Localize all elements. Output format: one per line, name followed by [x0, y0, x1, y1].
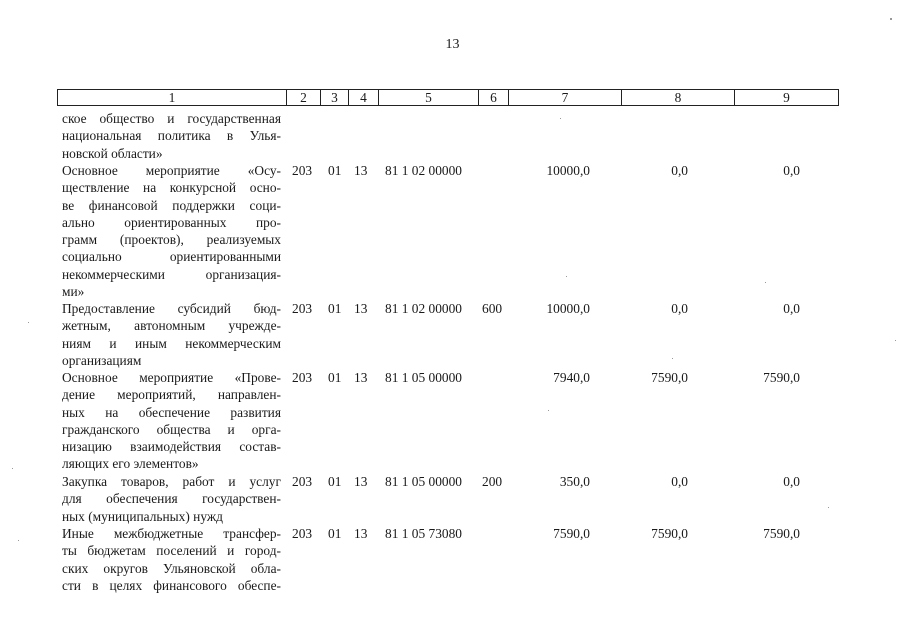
col-2-value: 203	[292, 526, 313, 541]
col-7-value: 10000,0	[546, 163, 590, 178]
scan-speck	[18, 540, 19, 541]
row-name-line: национальная политика в Улья-	[62, 128, 281, 144]
row-name-line: сти в целях финансового обеспе-	[62, 577, 281, 593]
scan-speck	[828, 507, 829, 508]
col-8-value: 0,0	[671, 474, 688, 489]
col-8-value: 0,0	[671, 301, 688, 316]
scan-speck	[28, 322, 29, 323]
row-name-line: ты бюджетам поселений и город-	[62, 543, 281, 559]
row-name-line: жетным, автономным учрежде-	[62, 318, 281, 334]
col-9-value: 7590,0	[763, 526, 800, 541]
col-3-value: 01	[328, 370, 342, 385]
col-4-value: 13	[354, 526, 368, 541]
col-7-value: 7940,0	[553, 370, 590, 385]
scan-speck	[560, 118, 561, 119]
row-name-line: ных (муниципальных) нужд	[62, 508, 223, 524]
scan-speck	[765, 282, 766, 283]
col-5-value: 81 1 02 00000	[385, 301, 462, 316]
col-2-value: 203	[292, 370, 313, 385]
col-3-value: 01	[328, 301, 342, 316]
col-3-value: 01	[328, 474, 342, 489]
row-name-line: низацию взаимодействия состав-	[62, 439, 281, 455]
col-7-value: 350,0	[559, 474, 590, 489]
col-5-value: 81 1 05 00000	[385, 370, 462, 385]
col-5-value: 81 1 02 00000	[385, 163, 462, 178]
scan-speck	[566, 276, 567, 277]
header-col-8: 8	[621, 90, 734, 105]
row-name-line: ми»	[62, 284, 85, 300]
header-col-4: 4	[348, 90, 378, 105]
table-header	[57, 89, 839, 106]
header-col-6: 6	[478, 90, 508, 105]
header-col-5: 5	[378, 90, 478, 105]
col-2-value: 203	[292, 163, 313, 178]
row-name-line: Основное мероприятие «Прове-	[62, 370, 281, 385]
scan-speck	[672, 358, 673, 359]
row-name-line: для обеспечения государствен-	[62, 491, 281, 507]
col-2-value: 203	[292, 474, 313, 489]
header-col-1: 1	[168, 90, 176, 105]
row-name-line: ских округов Ульяновской обла-	[62, 560, 281, 576]
col-2-value: 203	[292, 301, 313, 316]
row-name	[62, 369, 281, 473]
header-col-7: 7	[508, 90, 621, 105]
row-name	[62, 473, 281, 525]
header-col-2: 2	[286, 90, 320, 105]
header-col-3: 3	[320, 90, 348, 105]
col-5-value: 81 1 05 00000	[385, 474, 462, 489]
col-4-value: 13	[354, 370, 368, 385]
row-name-line: ниям и иным некоммерческим	[62, 335, 281, 351]
row-name-line: новской области»	[62, 145, 163, 161]
row-name-line: Предоставление субсидий бюд-	[62, 301, 281, 316]
col-9-value: 0,0	[783, 301, 800, 316]
row-name-line: Закупка товаров, работ и услуг	[62, 474, 281, 489]
col-6-value: 600	[482, 301, 503, 316]
col-7-value: 10000,0	[546, 301, 590, 316]
col-7-value: 7590,0	[553, 526, 590, 541]
scan-speck	[548, 410, 549, 411]
row-name-line: ве финансовой поддержки соци-	[62, 197, 281, 213]
col-3-value: 01	[328, 526, 342, 541]
row-name	[62, 300, 281, 369]
col-8-value: 0,0	[671, 163, 688, 178]
scan-speck	[12, 468, 13, 469]
row-name-line: некоммерческими организация-	[62, 266, 281, 282]
scan-speck	[890, 18, 892, 20]
row-name-line: дение мероприятий, направлен-	[62, 387, 281, 403]
col-3-value: 01	[328, 163, 342, 178]
col-4-value: 13	[354, 301, 368, 316]
row-name-line: гражданского общества и орга-	[62, 421, 281, 437]
row-name-line: ское общество и государственная	[62, 111, 281, 126]
row-name-line: ществление на конкурсной осно-	[62, 180, 281, 196]
col-9-value: 0,0	[783, 163, 800, 178]
col-8-value: 7590,0	[651, 370, 688, 385]
row-name-line: социально ориентированными	[62, 249, 281, 265]
col-8-value: 7590,0	[651, 526, 688, 541]
page-number: 13	[445, 37, 460, 52]
row-name-line: Иные межбюджетные трансфер-	[62, 526, 281, 541]
row-name-line: грамм (проектов), реализуемых	[62, 232, 281, 248]
row-name-line: ных на обеспечение развития	[62, 404, 281, 420]
row-name	[62, 525, 281, 594]
row-name-line: ляющих его элементов»	[62, 456, 199, 472]
col-9-value: 0,0	[783, 474, 800, 489]
col-5-value: 81 1 05 73080	[385, 526, 462, 541]
row-name	[62, 110, 281, 162]
col-4-value: 13	[354, 474, 368, 489]
row-name-line: ально ориентированных про-	[62, 214, 281, 230]
scan-speck	[895, 340, 896, 341]
col-6-value: 200	[482, 474, 503, 489]
header-col-9: 9	[734, 90, 838, 105]
row-name-line: Основное мероприятие «Осу-	[62, 163, 281, 178]
col-9-value: 7590,0	[763, 370, 800, 385]
col-4-value: 13	[354, 163, 368, 178]
row-name-line: организациям	[62, 352, 142, 368]
row-name	[62, 162, 281, 300]
